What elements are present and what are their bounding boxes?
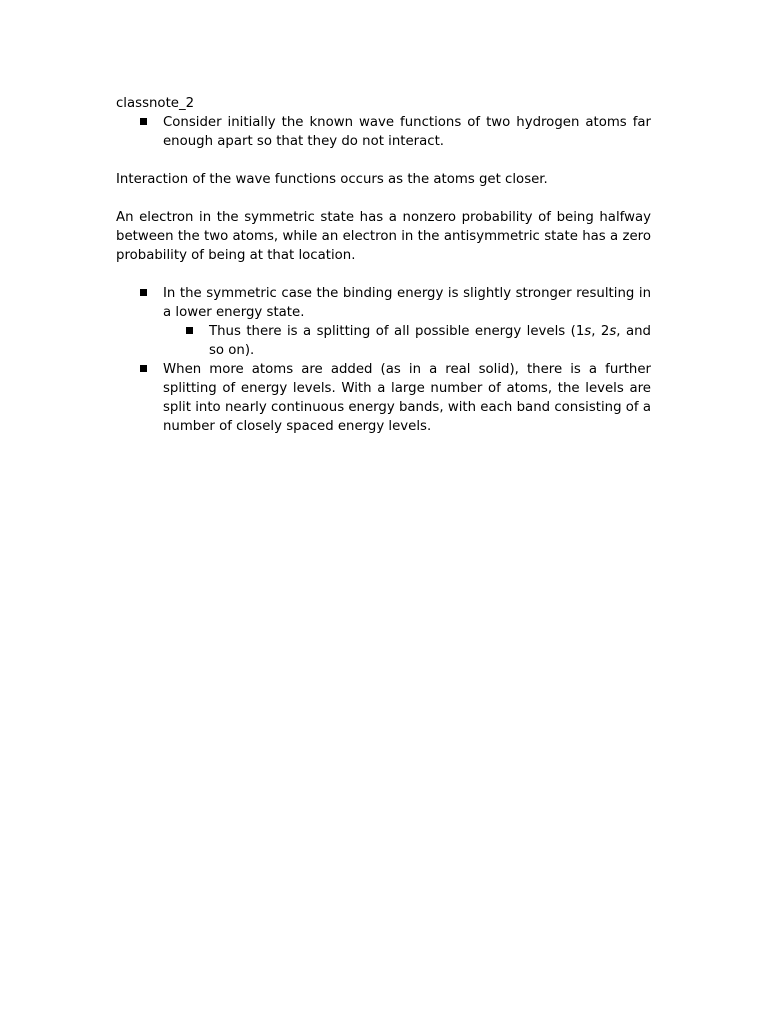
document-title: classnote_2: [116, 96, 195, 111]
square-bullet-icon: [140, 284, 163, 303]
sub-bullet-text-part-1: Thus there is a splitting of all possible energy levels (1: [209, 324, 585, 339]
sub-bullet-text-part-3: , and so on).: [209, 324, 651, 358]
sub-bullet-text: [209, 322, 651, 360]
orbital-s-italic-2: s: [609, 324, 617, 339]
bullet-item-2: [116, 284, 651, 322]
paragraph-electron-states: An electron in the symmetric state has a nonzero probability of being halfway between the two atoms, while an electron in the antisymmetric state has a zero probability of being at that location.: [116, 210, 651, 263]
bullet-text-1: Consider initially the known wave functions of two hydrogen atoms far enough apart so that they do not interact.: [163, 115, 651, 149]
bullet-text-2: In the symmetric case the binding energy is slightly stronger resulting in a lower energy state.: [163, 286, 651, 320]
sub-bullet-text-part-2: , 2: [591, 324, 610, 339]
square-bullet-icon: [186, 322, 209, 341]
orbital-s-italic-1: s: [584, 324, 592, 339]
sub-bullet-item: [116, 322, 651, 360]
bullet-text-3: When more atoms are added (as in a real solid), there is a further splitting of energy levels. With a large number of atoms, the levels are split into nearly continuous energy bands, with each band consisting of a number of closely spaced energy levels.: [163, 362, 651, 434]
document-page: [116, 94, 651, 436]
square-bullet-icon: [140, 113, 163, 132]
bullet-item-3: [116, 360, 651, 436]
paragraph-interaction: Interaction of the wave functions occurs as the atoms get closer.: [116, 172, 548, 187]
bullet-item-1: [116, 113, 651, 151]
square-bullet-icon: [140, 360, 163, 379]
spacer: [116, 265, 651, 284]
